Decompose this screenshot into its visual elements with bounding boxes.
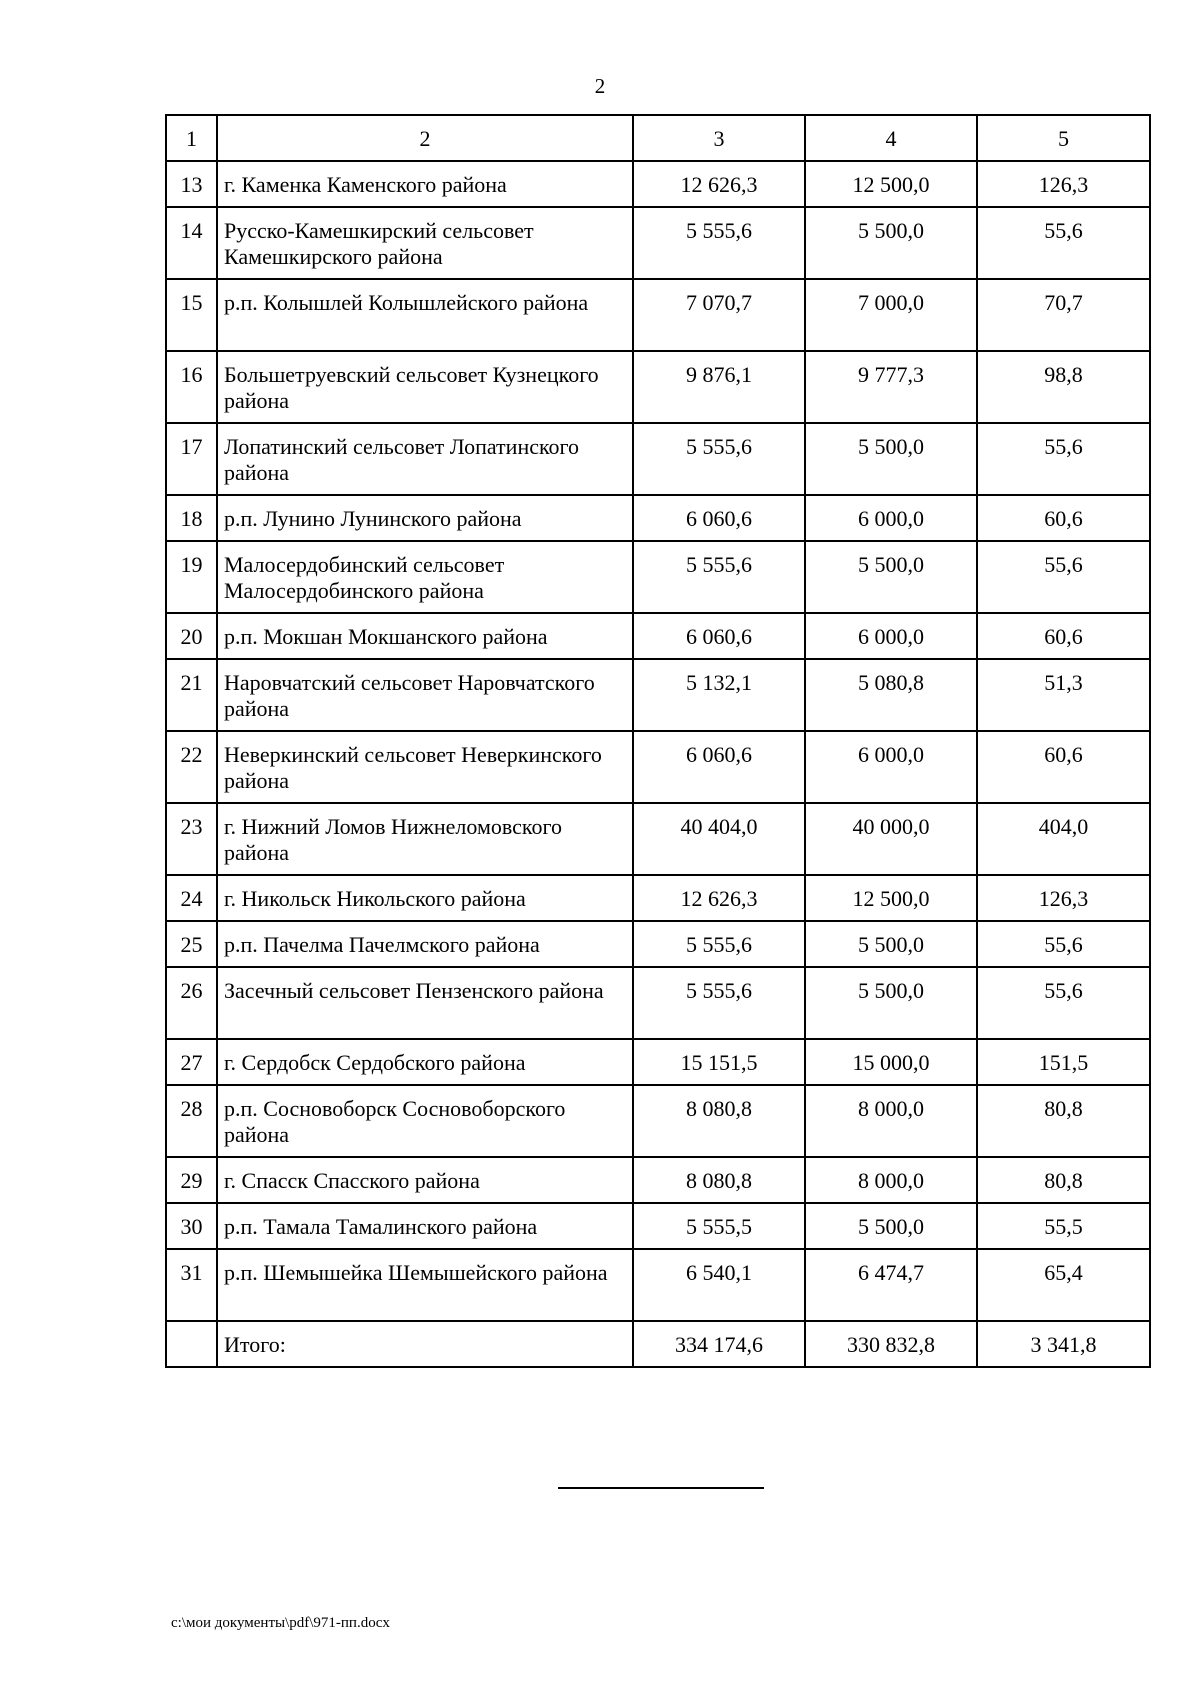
- value-col-3: 5 555,6: [633, 967, 805, 1039]
- table-row: [166, 1249, 1150, 1321]
- value-col-4: 6 000,0: [805, 613, 977, 659]
- value-col-5: 55,5: [977, 1203, 1150, 1249]
- row-number: 25: [166, 921, 217, 967]
- table-row: [166, 1039, 1150, 1085]
- total-col-5: 3 341,8: [977, 1321, 1150, 1367]
- municipality-name: г. Спасск Спасского района: [217, 1157, 633, 1203]
- municipality-name: Наровчатский сельсовет Наровчатского района: [217, 659, 633, 731]
- header-cell-5: 5: [977, 115, 1150, 161]
- value-col-4: 8 000,0: [805, 1157, 977, 1203]
- municipality-name: Малосердобинский сельсовет Малосердобинского района: [217, 541, 633, 613]
- table-row: [166, 207, 1150, 279]
- table-header-row: [166, 115, 1150, 161]
- value-col-5: 70,7: [977, 279, 1150, 351]
- row-number: 31: [166, 1249, 217, 1321]
- value-col-4: 5 500,0: [805, 1203, 977, 1249]
- table-row: [166, 875, 1150, 921]
- table-row: [166, 731, 1150, 803]
- value-col-4: 5 500,0: [805, 967, 977, 1039]
- table-row: [166, 541, 1150, 613]
- total-row-number: [166, 1321, 217, 1367]
- footer-file-path: c:\мои документы\pdf\971-пп.docx: [171, 1615, 390, 1631]
- value-col-4: 5 080,8: [805, 659, 977, 731]
- municipality-name: г. Сердобск Сердобского района: [217, 1039, 633, 1085]
- row-number: 19: [166, 541, 217, 613]
- value-col-5: 55,6: [977, 423, 1150, 495]
- table-row: [166, 161, 1150, 207]
- value-col-4: 7 000,0: [805, 279, 977, 351]
- value-col-5: 80,8: [977, 1085, 1150, 1157]
- municipality-name: Лопатинский сельсовет Лопатинского района: [217, 423, 633, 495]
- value-col-4: 6 000,0: [805, 495, 977, 541]
- municipality-name: Засечный сельсовет Пензенского района: [217, 967, 633, 1039]
- value-col-5: 60,6: [977, 731, 1150, 803]
- value-col-5: 55,6: [977, 207, 1150, 279]
- row-number: 24: [166, 875, 217, 921]
- table-row: [166, 659, 1150, 731]
- value-col-5: 126,3: [977, 875, 1150, 921]
- table-row: [166, 279, 1150, 351]
- table-row: [166, 495, 1150, 541]
- value-col-5: 60,6: [977, 613, 1150, 659]
- row-number: 13: [166, 161, 217, 207]
- header-cell-1: 1: [166, 115, 217, 161]
- table-row: [166, 1157, 1150, 1203]
- value-col-3: 5 132,1: [633, 659, 805, 731]
- value-col-5: 80,8: [977, 1157, 1150, 1203]
- value-col-3: 5 555,6: [633, 541, 805, 613]
- value-col-4: 5 500,0: [805, 921, 977, 967]
- header-cell-4: 4: [805, 115, 977, 161]
- table-row: [166, 423, 1150, 495]
- value-col-5: 55,6: [977, 541, 1150, 613]
- value-col-4: 40 000,0: [805, 803, 977, 875]
- municipality-name: г. Никольск Никольского района: [217, 875, 633, 921]
- value-col-3: 5 555,6: [633, 921, 805, 967]
- municipality-name: Русско-Камешкирский сельсовет Камешкирского района: [217, 207, 633, 279]
- value-col-4: 12 500,0: [805, 875, 977, 921]
- value-col-5: 55,6: [977, 967, 1150, 1039]
- row-number: 17: [166, 423, 217, 495]
- value-col-4: 6 000,0: [805, 731, 977, 803]
- value-col-3: 9 876,1: [633, 351, 805, 423]
- row-number: 28: [166, 1085, 217, 1157]
- value-col-3: 12 626,3: [633, 875, 805, 921]
- value-col-4: 5 500,0: [805, 423, 977, 495]
- row-number: 18: [166, 495, 217, 541]
- value-col-3: 8 080,8: [633, 1085, 805, 1157]
- value-col-5: 126,3: [977, 161, 1150, 207]
- value-col-4: 9 777,3: [805, 351, 977, 423]
- value-col-3: 5 555,6: [633, 423, 805, 495]
- value-col-4: 6 474,7: [805, 1249, 977, 1321]
- table-row: [166, 351, 1150, 423]
- value-col-5: 65,4: [977, 1249, 1150, 1321]
- page-number: 2: [594, 74, 606, 98]
- total-col-4: 330 832,8: [805, 1321, 977, 1367]
- municipality-name: р.п. Мокшан Мокшанского района: [217, 613, 633, 659]
- row-number: 23: [166, 803, 217, 875]
- table-row: [166, 1085, 1150, 1157]
- value-col-3: 5 555,6: [633, 207, 805, 279]
- row-number: 16: [166, 351, 217, 423]
- row-number: 27: [166, 1039, 217, 1085]
- municipality-name: р.п. Сосновоборск Сосновоборского района: [217, 1085, 633, 1157]
- value-col-4: 5 500,0: [805, 541, 977, 613]
- total-col-3: 334 174,6: [633, 1321, 805, 1367]
- row-number: 14: [166, 207, 217, 279]
- value-col-4: 8 000,0: [805, 1085, 977, 1157]
- municipality-name: Неверкинский сельсовет Неверкинского района: [217, 731, 633, 803]
- municipality-name: р.п. Шемышейка Шемышейского района: [217, 1249, 633, 1321]
- row-number: 30: [166, 1203, 217, 1249]
- closing-line: [558, 1487, 764, 1489]
- table-row: [166, 803, 1150, 875]
- table-row: [166, 613, 1150, 659]
- municipality-name: г. Нижний Ломов Нижнеломовского района: [217, 803, 633, 875]
- total-row: [166, 1321, 1150, 1367]
- value-col-4: 15 000,0: [805, 1039, 977, 1085]
- value-col-3: 6 060,6: [633, 613, 805, 659]
- table-row: [166, 921, 1150, 967]
- row-number: 22: [166, 731, 217, 803]
- value-col-3: 6 060,6: [633, 495, 805, 541]
- value-col-5: 98,8: [977, 351, 1150, 423]
- row-number: 29: [166, 1157, 217, 1203]
- value-col-5: 404,0: [977, 803, 1150, 875]
- total-label: Итого:: [217, 1321, 633, 1367]
- row-number: 20: [166, 613, 217, 659]
- municipality-name: р.п. Колышлей Колышлейского района: [217, 279, 633, 351]
- value-col-5: 55,6: [977, 921, 1150, 967]
- value-col-3: 5 555,5: [633, 1203, 805, 1249]
- value-col-3: 7 070,7: [633, 279, 805, 351]
- value-col-3: 6 540,1: [633, 1249, 805, 1321]
- row-number: 15: [166, 279, 217, 351]
- header-cell-2: 2: [217, 115, 633, 161]
- table-row: [166, 1203, 1150, 1249]
- value-col-4: 5 500,0: [805, 207, 977, 279]
- value-col-5: 60,6: [977, 495, 1150, 541]
- value-col-5: 151,5: [977, 1039, 1150, 1085]
- table-row: [166, 967, 1150, 1039]
- municipality-name: р.п. Пачелма Пачелмского района: [217, 921, 633, 967]
- value-col-3: 8 080,8: [633, 1157, 805, 1203]
- municipality-name: р.п. Тамала Тамалинского района: [217, 1203, 633, 1249]
- value-col-3: 6 060,6: [633, 731, 805, 803]
- row-number: 26: [166, 967, 217, 1039]
- value-col-3: 40 404,0: [633, 803, 805, 875]
- allocation-table: [165, 114, 1151, 1368]
- row-number: 21: [166, 659, 217, 731]
- value-col-4: 12 500,0: [805, 161, 977, 207]
- value-col-5: 51,3: [977, 659, 1150, 731]
- municipality-name: р.п. Лунино Лунинского района: [217, 495, 633, 541]
- header-cell-3: 3: [633, 115, 805, 161]
- municipality-name: Большетруевский сельсовет Кузнецкого района: [217, 351, 633, 423]
- value-col-3: 15 151,5: [633, 1039, 805, 1085]
- municipality-name: г. Каменка Каменского района: [217, 161, 633, 207]
- value-col-3: 12 626,3: [633, 161, 805, 207]
